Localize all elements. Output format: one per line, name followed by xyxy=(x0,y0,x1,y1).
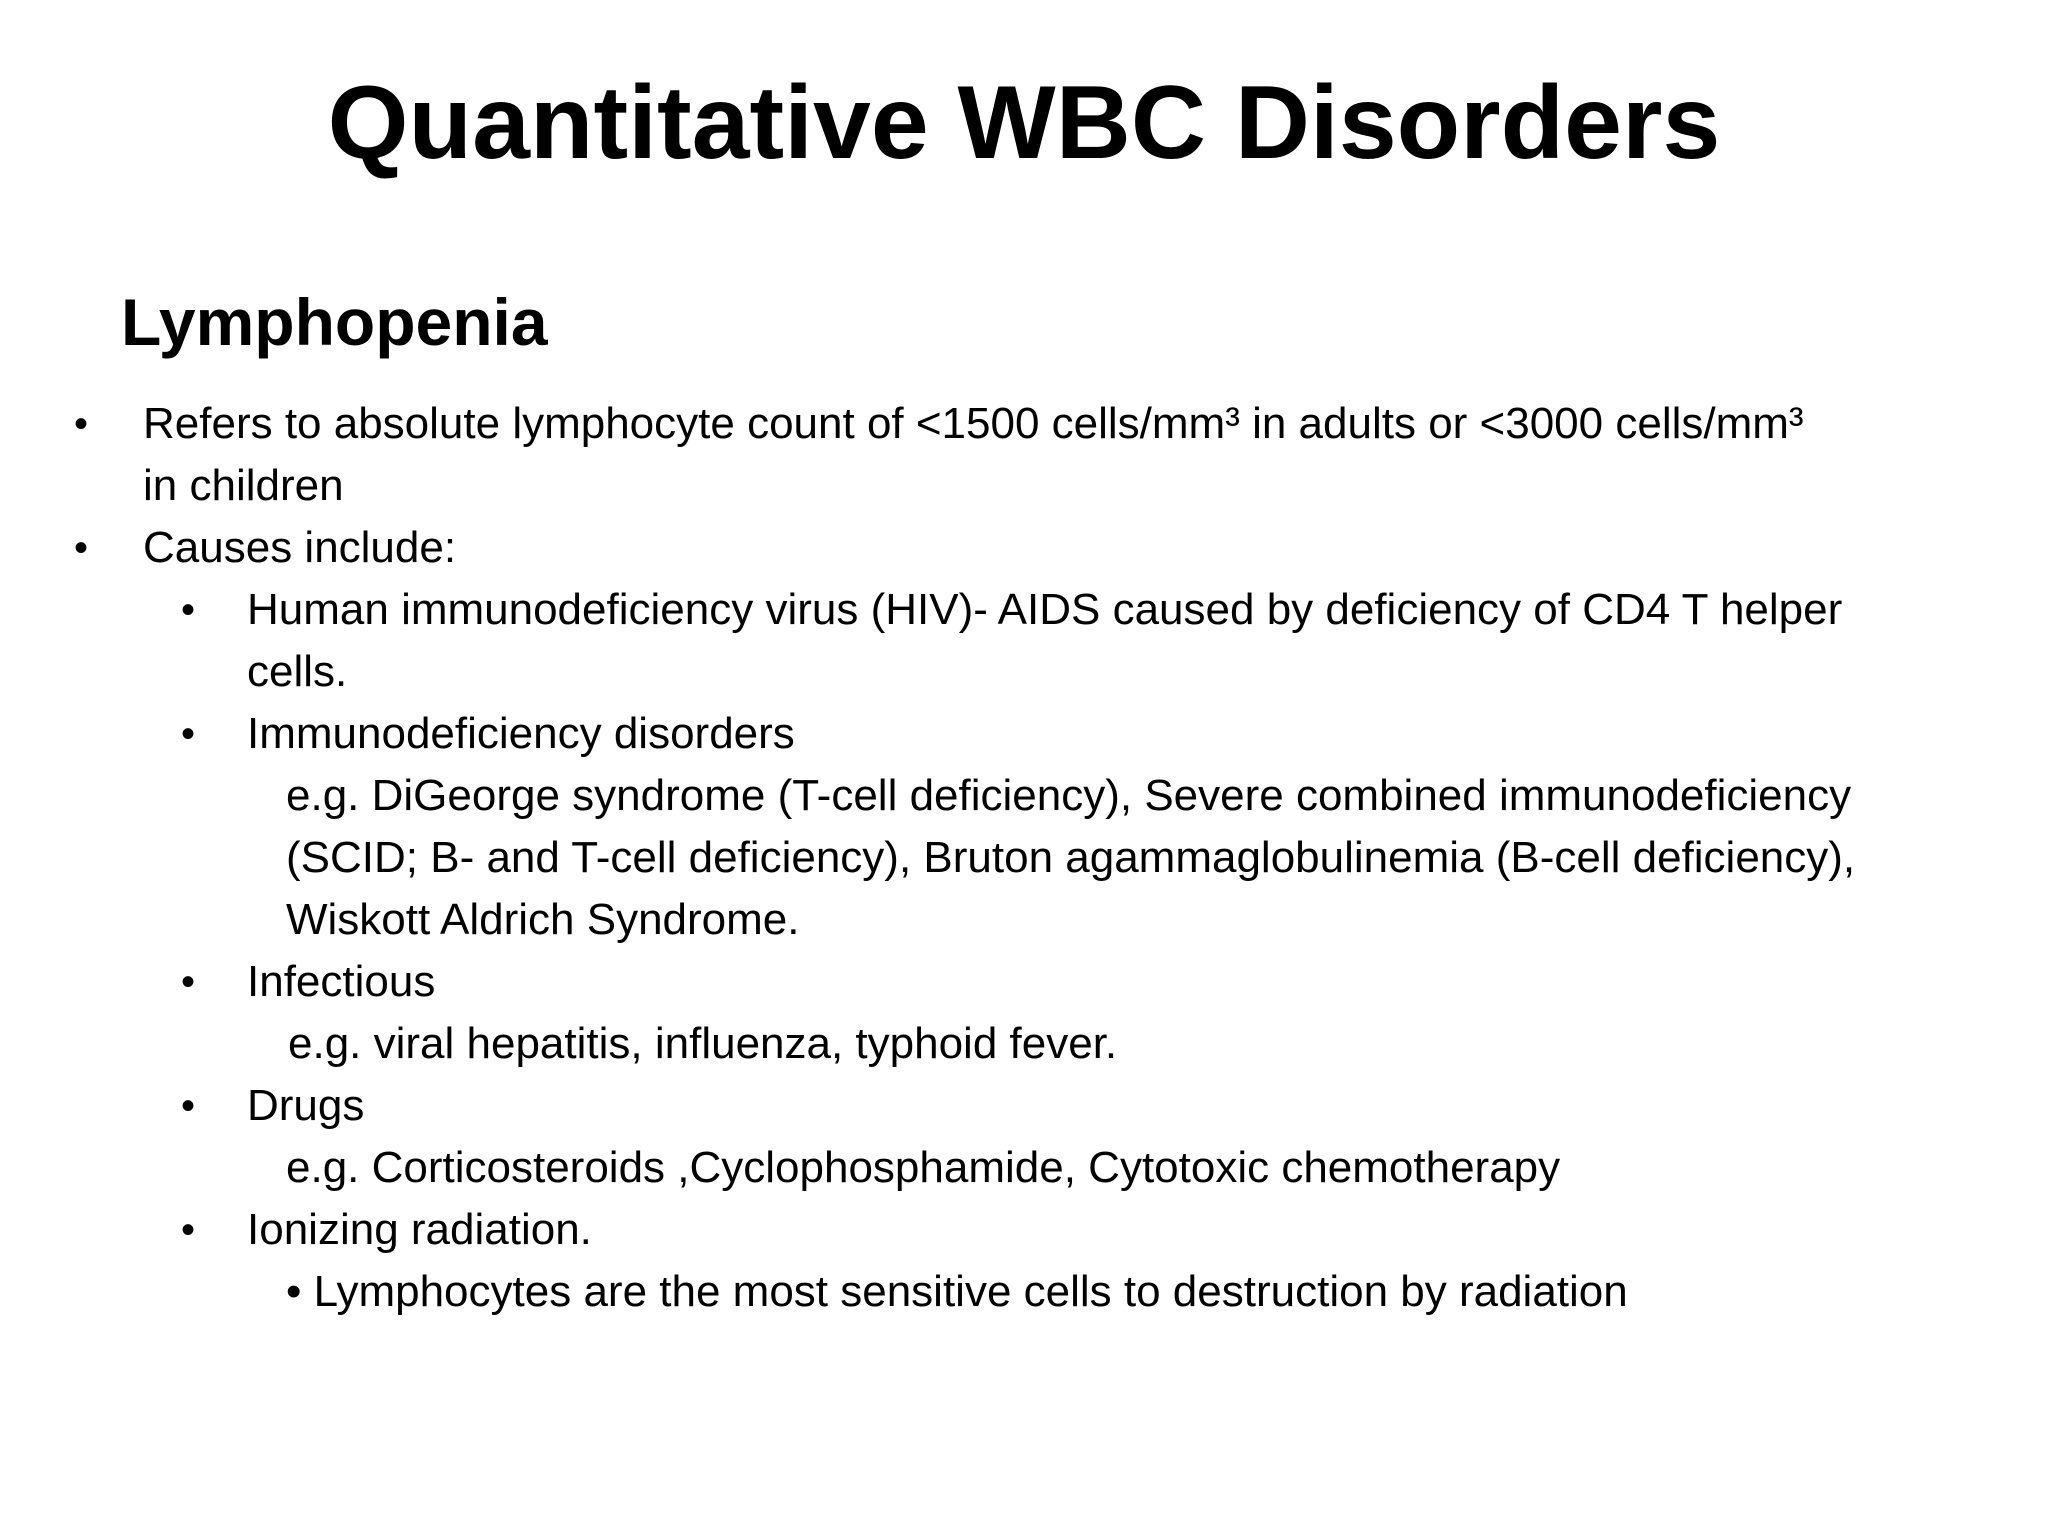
example-line xyxy=(0,1013,2048,1075)
immunodeficiency-text: Immunodeficiency disorders xyxy=(247,709,795,758)
bullet-marker: • xyxy=(181,1208,196,1252)
bullet-marker: • xyxy=(181,960,196,1004)
sub-list-item xyxy=(0,703,2048,765)
hiv-text: Human immunodeficiency virus (HIV)- AIDS caused by deficiency of CD4 T helper xyxy=(247,585,1843,634)
sub-list-item xyxy=(0,1075,2048,1137)
infectious-example: e.g. viral hepatitis, influenza, typhoid fever. xyxy=(288,1019,1118,1068)
list-item xyxy=(0,517,2048,579)
bullet-marker: • xyxy=(181,712,196,756)
hiv-text-continued: cells. xyxy=(247,647,348,696)
immunodeficiency-example: e.g. DiGeorge syndrome (T-cell deficiency), Severe combined immunodeficiency xyxy=(286,771,1852,820)
bullet-list xyxy=(0,393,2048,1323)
sub-sub-list-item xyxy=(0,1261,2048,1323)
bullet-marker: • xyxy=(74,402,89,446)
section-heading: Lymphopenia xyxy=(121,285,548,359)
definition-text-continued: in children xyxy=(143,461,344,510)
immunodeficiency-example-continued: Wiskott Aldrich Syndrome. xyxy=(286,895,800,944)
slide-title: Quantitative WBC Disorders xyxy=(327,65,1721,181)
immunodeficiency-example-continued: (SCID; B- and T-cell deficiency), Bruton agammaglobulinemia (B-cell deficiency), xyxy=(286,833,1856,882)
drugs-text: Drugs xyxy=(247,1081,365,1130)
infectious-text: Infectious xyxy=(247,957,436,1006)
drugs-example: e.g. Corticosteroids ,Cyclophosphamide, Cytotoxic chemotherapy xyxy=(286,1143,1561,1192)
definition-text: Refers to absolute lymphocyte count of <1500 cells/mm³ in adults or <3000 cells/mm³ xyxy=(143,399,1804,448)
example-line xyxy=(0,827,2048,889)
example-line xyxy=(0,1137,2048,1199)
bullet-marker: • xyxy=(181,588,196,632)
sub-list-item xyxy=(0,579,2048,641)
radiation-note: • Lymphocytes are the most sensitive cells to destruction by radiation xyxy=(286,1267,1628,1316)
list-item xyxy=(0,393,2048,455)
list-item-continuation xyxy=(0,455,2048,517)
sub-list-item xyxy=(0,1199,2048,1261)
radiation-text: Ionizing radiation. xyxy=(247,1205,592,1254)
sub-list-item xyxy=(0,951,2048,1013)
example-line xyxy=(0,889,2048,951)
bullet-marker: • xyxy=(181,1084,196,1128)
example-line xyxy=(0,765,2048,827)
bullet-marker: • xyxy=(74,526,89,570)
causes-text: Causes include: xyxy=(143,523,457,572)
sub-list-item-continuation xyxy=(0,641,2048,703)
